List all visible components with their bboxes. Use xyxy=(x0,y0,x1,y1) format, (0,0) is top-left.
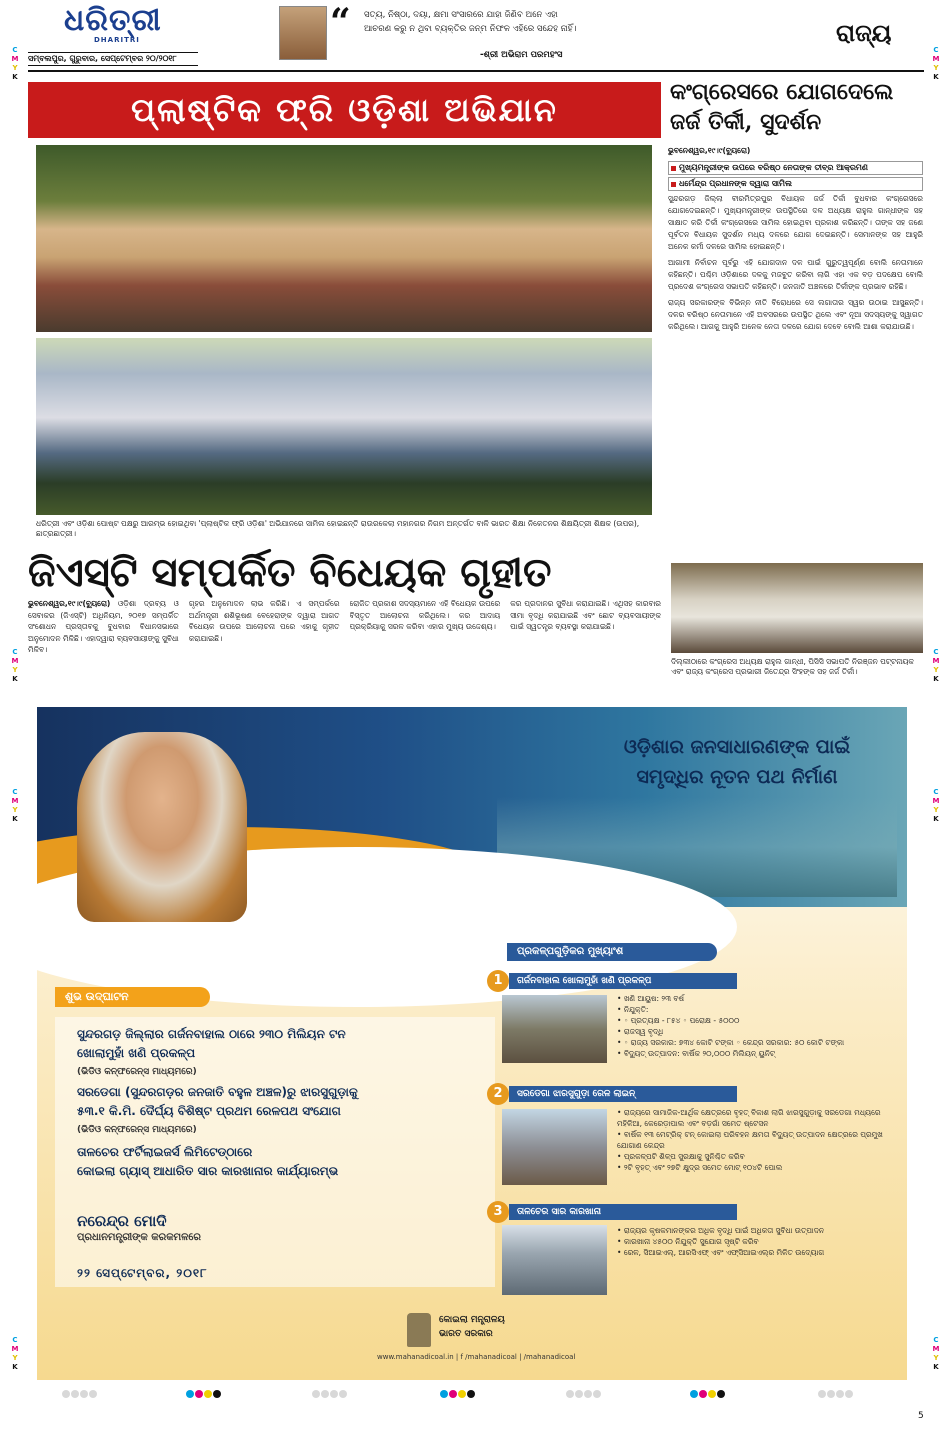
cmyk-marks: C M Y K xyxy=(932,648,940,683)
project-tag: ସରଡେଗା ଝାରସୁଗୁଡ଼ା ରେଳ ଲାଇନ୍ xyxy=(509,1086,737,1102)
project-tag: ଗର୍ଜନବାହାଲ ଖୋଲାମୁହାଁ ଖଣି ପ୍ରକଳ୍ପ xyxy=(509,973,737,989)
article-column: ରୋଜିତ ପ୍ରକାଶ ସଦସ୍ୟମାନେ ଏହି ବିଧେୟକ ଉପରେ ବିସ୍ତୃତ ଆଲୋଚନା କରିଥିଲେ। କର ଆଦାୟ ପ୍ରକ୍ରିୟାକୁ ସରଳ କରିବା ଏହାର ମୁଖ୍ୟ ଉଦ୍ଦେଶ୍ୟ। xyxy=(349,599,501,631)
article-text: ଓଡ଼ିଶା ଦ୍ରବ୍ୟ ଓ ସେବାକର (ଜିଏସ୍‌ଟି) ଅଧିନିୟମ, ୨୦୧୭ ସମ୍ପର୍କିତ ସଂଶୋଧନ ପ୍ରସ୍ତାବକୁ ବୁଧବାର ବିଧାନସଭାରେ ଅନୁମୋଦନ ମିଳିଛି। ଏହାଦ୍ୱାରା ବ୍ୟବସାୟୀଙ୍କୁ ସୁବିଧା ମିଳିବ। xyxy=(28,599,179,654)
color-registration-dots xyxy=(818,1390,853,1398)
color-registration-dots xyxy=(690,1390,725,1398)
detail-line: • ପ୍ରକଳ୍ପଟି ଶିଳ୍ପ ସୁରକ୍ଷାକୁ ସୁନିଶ୍ଚିତ କରିବ xyxy=(617,1151,897,1162)
item-line: ଖୋଲାମୁହାଁ ଖଣି ପ୍ରକଳ୍ପ xyxy=(77,1046,196,1060)
article-paragraph: ଆଗାମୀ ନିର୍ବାଚନ ପୂର୍ବରୁ ଏହି ଯୋଗଦାନ ଦଳ ପାଇଁ ଗୁରୁତ୍ୱପୂର୍ଣ୍ଣ ବୋଲି ନେତାମାନେ କହିଛନ୍ତି। ପଶ୍ଚିମ ଓଡ଼ିଶାରେ ଦଳକୁ ମଜବୁତ କରିବା ଲାଗି ଏହା ଏକ ବଡ଼ ପଦକ୍ଷେପ ବୋଲି ପ୍ରଦେଶ କଂଗ୍ରେସ ସଭାପତି କହିଛନ୍ତି। ଜନଜାତି ଅଞ୍ଚଳରେ ତିର୍କୀଙ୍କ ପ୍ରଭାବ ରହିଛି। xyxy=(668,258,923,291)
government-advertisement xyxy=(37,707,907,1380)
detail-line: • ରାଜ୍ୟର କୃଷକମାନଙ୍କର ଅଧିକ ବୃଦ୍ଧି ପାଇଁ ଅଧିକତା ସୁବିଧା ଉତ୍ପାଦନ xyxy=(617,1225,897,1236)
detail-line: • ରାଜସ୍ୱ ବୃଦ୍ଧି xyxy=(617,1026,897,1037)
item-line: ତାଳଚେର ଫର୍ଟିଲାଇଜର୍ସ ଲିମିଟେଡ୍‌ଠାରେ xyxy=(77,1145,253,1159)
fertilizer-plant-photo xyxy=(502,1225,607,1295)
cmyk-marks: C M Y K xyxy=(11,648,19,683)
detail-line: • ◦ ରାଜ୍ୟ ସରକାର: ୭୩୪ କୋଟି ଟଙ୍କା ◦ କେନ୍ଦ୍ର ସରକାର: ୫୦ କୋଟି ଟଙ୍କା xyxy=(617,1037,897,1048)
project-number: 3 xyxy=(487,1201,509,1223)
quote-line: ସତ୍ୟ, ନିଷ୍ଠା, ଦୟା, କ୍ଷମା ସଂସାରରେ ଯାହା ଜିଣିବ ଅନେ ଏହା xyxy=(364,10,558,20)
cmyk-marks: C M Y K xyxy=(932,1336,940,1371)
project-details xyxy=(617,1225,897,1258)
congress-article xyxy=(668,145,923,550)
inauguration-item xyxy=(77,1025,497,1082)
event-date: ୨୨ ସେପ୍ଟେମ୍ବର, ୨୦୧୮ xyxy=(77,1266,208,1280)
ad-title-line: ଓଡ଼ିଶାର ଜନସାଧାରଣଙ୍କ ପାଇଁ xyxy=(623,736,851,758)
cmyk-marks: C M Y K xyxy=(932,46,940,81)
railway-photo xyxy=(502,1109,607,1185)
congress-photo-caption: ଦିଲ୍ଲୀଠାରେ କଂଗ୍ରେସ ଅଧ୍ୟକ୍ଷ ରାହୁଲ ଗାନ୍ଧୀ, ପିସିସି ସଭାପତି ନିରଞ୍ଜନ ପଟ୍ଟନାୟକ ଏବଂ ରାଜ୍ୟ କଂଗ୍ରେସ ପ୍ରଭାରୀ ଜିତେନ୍ଦ୍ର ସିଂହଙ୍କ ସହ ଜର୍ଜ ତିର୍କୀ। xyxy=(671,657,914,676)
prime-minister-portrait xyxy=(77,732,247,922)
project-details xyxy=(617,993,897,1059)
article-bullet: ମୁଖ୍ୟମନ୍ତ୍ରୀଙ୍କ ଉପରେ ବରିଷ୍ଠ ନେତାଙ୍କ ତୀବ୍ର ଆକ୍ରମଣ xyxy=(668,161,923,175)
dateline: ସମ୍ବଲପୁର, ଗୁରୁବାର, ସେପ୍ଟେମ୍ବର ୨୦/୨୦୧୮ xyxy=(28,52,198,66)
item-line: ସରଡେଗା (ସୁନ୍ଦରଗଡ଼ର ଜନଜାତି ବହୁଳ ଅଞ୍ଚଳ)ରୁ ଝାରସୁଗୁଡ଼ାକୁ xyxy=(77,1085,358,1099)
detail-line: • ଖଣି ଆୟୁଷ: ୨୩ ବର୍ଷ xyxy=(617,993,897,1004)
cmyk-marks: C M Y K xyxy=(932,788,940,823)
item-note: (ଭିଡିଓ କନ୍‌ଫରେନ୍ସ ମାଧ୍ୟମରେ) xyxy=(77,1067,197,1077)
highlights-tag: ପ୍ରକଳ୍ପଗୁଡ଼ିକର ମୁଖ୍ୟାଂଶ xyxy=(507,943,717,961)
detail-line: • ◦ ପ୍ରତ୍ୟକ୍ଷ - ୮୫୪ ◦ ପରୋକ୍ଷ - ୫୦୦୦ xyxy=(617,1015,897,1026)
color-registration-dots xyxy=(312,1390,347,1398)
gst-article xyxy=(28,598,661,693)
article-paragraph: ସୁନ୍ଦରଗଡ଼ ଜିଲ୍ଲା ବୀରମିତ୍ରପୁର ବିଧାୟକ ଜର୍ଜ ତିର୍କୀ ବୁଧବାର କଂଗ୍ରେସରେ ଯୋଗଦେଇଛନ୍ତି। ମୁଖ୍ୟମନ୍ତ୍ରୀଙ୍କ ଉପସ୍ଥିତିରେ ଦଳ ଅଧ୍ୟକ୍ଷ ରାହୁଲ ଗାନ୍ଧୀଙ୍କ ସହ ସାକ୍ଷାତ କରି ତିର୍କୀ କଂଗ୍ରେସରେ ସାମିଲ ହୋଇଥିବା ପ୍ରକାଶ କରିଛନ୍ତି। ତାଙ୍କ ସହ ଜଣେ ପୂର୍ବତନ ବିଧାୟକ ସୁଦର୍ଶନ ମଧ୍ୟ ଦଳରେ ଯୋଗ ଦେଇଛନ୍ତି। ସେମାନଙ୍କ ସହ ଆହୁରି ଅନେକ କର୍ମୀ ଦଳରେ ସାମିଲ ହୋଇଛନ୍ତି। xyxy=(668,194,923,251)
project-number: 2 xyxy=(487,1083,509,1105)
cmyk-marks: C M Y K xyxy=(11,1336,19,1371)
logo-text: ଧରିତ୍ରୀ xyxy=(64,3,162,38)
page-number: 5 xyxy=(918,1411,924,1421)
headline-line: ଜର୍ଜ ତିର୍କୀ, ସୁଦର୍ଶନ xyxy=(670,109,822,135)
pm-subtitle: ପ୍ରଧାନମନ୍ତ୍ରୀଙ୍କ କରକମଳରେ xyxy=(77,1232,201,1243)
item-note: (ଭିଡିଓ କନ୍‌ଫରେନ୍ସ ମାଧ୍ୟମରେ) xyxy=(77,1125,197,1135)
inauguration-item xyxy=(77,1143,497,1181)
national-emblem-icon xyxy=(407,1313,431,1347)
teachers-photo xyxy=(36,145,652,332)
mine-photo xyxy=(502,995,607,1063)
logo-subtext: DHARITRI xyxy=(94,36,140,44)
headline-line: କଂଗ୍ରେସରେ ଯୋଗଦେଲେ xyxy=(670,79,894,105)
color-registration-dots xyxy=(566,1390,601,1398)
detail-line: • ବାର୍ଷିକ ୧୩ ମେଟ୍ରିକ୍ ଟନ୍ କୋଇଲା ପରିବହନ କ୍ଷମତା ବିଦ୍ୟୁତ୍ ଉତ୍ପାଦନ କ୍ଷେତ୍ରରେ ପ୍ରମୁଖ ଯୋଗାଣ କେନ୍ଦ୍ର xyxy=(617,1129,897,1151)
header-rule xyxy=(28,70,924,72)
project-number: 1 xyxy=(487,970,509,992)
article-dateline: ଭୁବନେଶ୍ୱର,୧୯।୯(ବ୍ୟୁରୋ) xyxy=(28,599,111,608)
section-title: ରାଜ୍ୟ xyxy=(836,18,892,47)
detail-line: • ୨ଟି ବୃହତ୍ ଏବଂ ୨୭ଟି କ୍ଷୁଦ୍ର ସମେତ ମୋଟ୍ ୧୦୪ଟି ପୋଲ xyxy=(617,1162,897,1173)
color-registration-dots xyxy=(186,1390,221,1398)
quote-icon: “ xyxy=(330,1,351,43)
inauguration-item xyxy=(77,1083,497,1140)
project-tag: ତାଳଚେର ସାର କାରଖାନା xyxy=(509,1204,737,1220)
ministry-line: କୋଇଲା ମନ୍ତ୍ରାଳୟ xyxy=(439,1315,505,1325)
detail-line: • ରେଳ, ସିଆଇଏଲ୍, ଆରସିଏଫ୍ ଏବଂ ଏଫ୍‌ସିଆଇଏଲ୍‌ର ମିଳିତ ଉଦ୍ୟୋଗ xyxy=(617,1247,897,1258)
detail-line: • କାରଖାନା ୪୫୦୦ ନିଯୁକ୍ତି ସୁଯୋଗ ସୃଷ୍ଟି କରିବ xyxy=(617,1236,897,1247)
congress-leaders-photo xyxy=(671,563,923,653)
gst-headline: ଜିଏସ୍‌ଟି ସମ୍ପର୍କିତ ବିଧେୟକ ଗୃହୀତ xyxy=(28,549,552,596)
detail-line: • ବିଦ୍ୟୁତ୍ ଉତ୍ପାଦନ: ବାର୍ଷିକ ୨୦,୦୦୦ ମିଲିୟନ୍ ୟୁନିଟ୍ xyxy=(617,1048,897,1059)
detail-line: • ନିଯୁକ୍ତି: xyxy=(617,1004,897,1015)
item-line: କୋଇଲା ଗ୍ୟାସ୍ ଆଧାରିତ ସାର କାରଖାନାର କାର୍ଯ୍ୟାରମ୍ଭ xyxy=(77,1164,339,1178)
cmyk-marks: C M Y K xyxy=(11,788,19,823)
quote-author: -ଶ୍ରୀ ଅଭିରାମ ପରମହଂସ xyxy=(480,50,563,60)
item-line: ୫୩.୧ କି.ମି. ଦୈର୍ଘ୍ୟ ବିଶିଷ୍ଟ ପ୍ରଥମ ରେଳପଥ ସଂଯୋଗ xyxy=(77,1104,341,1118)
ministry-name xyxy=(439,1313,505,1341)
detail-line: • ରାଜ୍ୟରେ ସାମାଜିକ-ଆର୍ଥିକ କ୍ଷେତ୍ରରେ ବୃହତ୍ ବିକାଶ ଲାଗି ଝାରସୁଗୁଡ଼ାକୁ ସରଡେଗା ମଧ୍ୟରେ ମହିଳିଆ, କେରେଡ଼ାପାଲ ଏବଂ ବଡ଼ଗାଁ ସମେତ ଷ୍ଟେସନ xyxy=(617,1107,897,1129)
color-registration-dots xyxy=(440,1390,475,1398)
article-column: ଗୃହର ଅନୁମୋଦନ ଲାଭ କରିଛି। ଏ ସମ୍ପର୍କରେ ଅର୍ଥମନ୍ତ୍ରୀ ଶଶିଭୂଷଣ ବେହେରାଙ୍କ ଦ୍ୱାରା ଆଗତ ବିଧେୟକ ଉପରେ ଆଲୋଚନା ପରେ ଏହାକୁ ଗୃହୀତ କରାଯାଇଛି। xyxy=(188,599,340,643)
saint-portrait xyxy=(279,6,327,60)
inauguration-tag: ଶୁଭ ଉଦ୍‌ଘାଟନ xyxy=(55,987,210,1007)
ministry-line: ଭାରତ ସରକାର xyxy=(439,1329,493,1339)
article-dateline: ଭୁବନେଶ୍ୱର,୧୯।୯(ବ୍ୟୁରୋ) xyxy=(668,146,751,155)
item-line: ସୁନ୍ଦରଗଡ଼ ଜିଲ୍ଲାର ଗର୍ଜନବାହାଲ ଠାରେ ୨୩୦ ମିଲିୟନ ଟନ xyxy=(77,1027,346,1041)
quote-line: ଆଚରଣ କରୁ ନ ଥିବା ବ୍ୟକ୍ତିର ଜନ୍ମ ନିଫଳ ଏହିରେ ସନ୍ଦେହ ନାହିଁ। xyxy=(364,24,577,34)
plastic-photo-caption: ଧରିତ୍ରୀ ଏବଂ ଓଡ଼ିଶା ପୋଷ୍ଟ ପକ୍ଷରୁ ଆରମ୍ଭ ହୋଇଥିବା 'ପ୍ଲାଷ୍ଟିକ ଫ୍ରି ଓଡ଼ିଶା' ଅଭିଯାନରେ ସାମିଲ ହୋଇଛନ୍ତି ରାଉରକେଲା ମହାନଗର ନିଗମ ଅନ୍ତର୍ଗତ ବାଳି ଭାରତ ଶିକ୍ଷା ନିକେତନର ଶିକ୍ଷୟିତ୍ରୀ ଶିକ୍ଷକ (ଉପର), ଛାତ୍ରଛାତ୍ରୀ। xyxy=(36,519,640,538)
article-column: କର ପ୍ରଦାନର ସୁବିଧା କରାଯାଇଛି। ଏଥିସହ କାରବାର ସୀମା ବୃଦ୍ଧି କରାଯାଇଛି ଏବଂ ଛୋଟ ବ୍ୟବସାୟୀଙ୍କ ପାଇଁ ସ୍ୱତନ୍ତ୍ର ବ୍ୟବସ୍ଥା କରାଯାଇଛି। xyxy=(510,599,661,631)
students-photo xyxy=(36,338,652,515)
ad-title xyxy=(567,732,907,792)
article-column xyxy=(28,598,179,693)
project-details xyxy=(617,1107,897,1173)
quote-text xyxy=(364,8,594,36)
pm-name: ନରେନ୍ଦ୍ର ମୋଦି xyxy=(77,1212,167,1230)
cmyk-marks: C M Y K xyxy=(11,46,19,81)
dharitri-logo xyxy=(64,3,192,44)
ad-title-line: ସମୃଦ୍ଧିର ନୂତନ ପଥ ନିର୍ମାଣ xyxy=(636,766,838,788)
plastic-free-banner: ପ୍ଲାଷ୍ଟିକ ଫ୍ରି ଓଡ଼ିଶା ଅଭିଯାନ xyxy=(28,82,661,138)
congress-headline xyxy=(670,77,922,137)
color-registration-dots xyxy=(62,1390,97,1398)
ad-web-links: www.mahanadicoal.in | f /mahanadicoal | /mahanadicoal xyxy=(377,1353,576,1361)
article-paragraph: ରାଜ୍ୟ ସରକାରଙ୍କ ବିଭିନ୍ନ ନୀତି ବିରୋଧରେ ସେ ଲଗାତାର ସ୍ୱର ଉଠାଇ ଆସୁଛନ୍ତି। ଦଳର ବରିଷ୍ଠ ନେତାମାନେ ଏହି ଅବସରରେ ଉପସ୍ଥିତ ଥିଲେ ଏବଂ ନୂଆ ସଦସ୍ୟଙ୍କୁ ସ୍ୱାଗତ କରିଥିଲେ। ଆଗକୁ ଆହୁରି ଅନେକ ନେତା ଦଳରେ ଯୋଗ ଦେବେ ବୋଲି ଆଶା କରାଯାଉଛି। xyxy=(668,298,923,331)
article-bullet: ଧର୍ମେନ୍ଦ୍ର ପ୍ରଧାନଙ୍କ ଦ୍ୱାରା ସାମିଲ xyxy=(668,177,923,191)
